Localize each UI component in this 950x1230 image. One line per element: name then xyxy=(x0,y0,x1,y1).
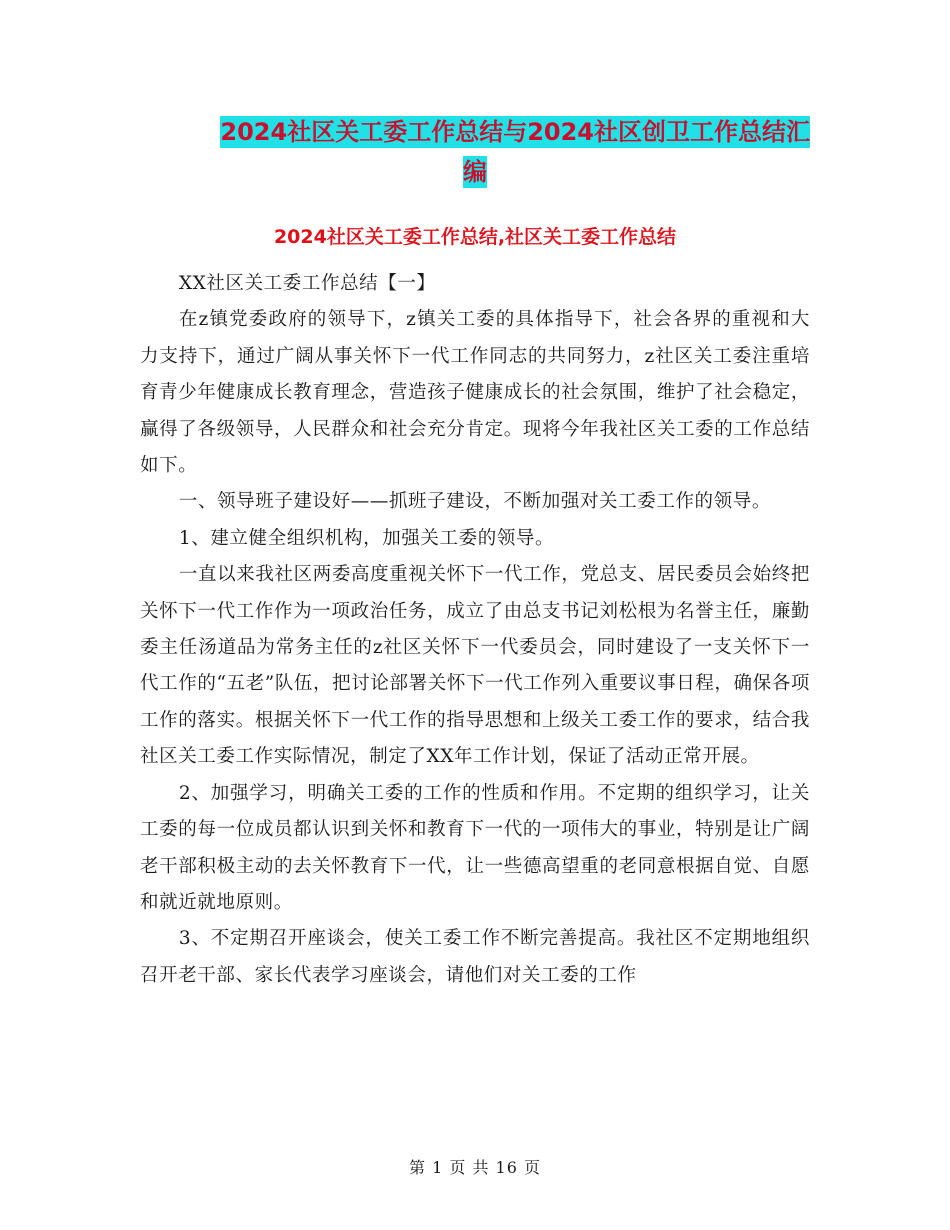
paragraph: XX社区关工委工作总结【一】 xyxy=(178,273,436,294)
paragraph: 一、领导班子建设好——抓班子建设，不断加强对关工委工作的领导。 xyxy=(178,491,771,513)
document-title xyxy=(140,112,810,192)
paragraph: 2、加强学习，明确关工委的工作的性质和作用。不定期的组织学习，让关工委的每一位成员都认识到关怀和教育下一代的一项伟大的事业，特别是让广阔老干部积极主动的去关怀教育下一代，让一些德高望重的老同意根据自觉、自愿和就近就地原则。 xyxy=(140,782,810,913)
title-line-2: 编 xyxy=(463,158,487,186)
paragraph: 在z镇党委政府的领导下，z镇关工委的具体指导下，社会各界的重视和大力支持下，通过广阔从事关怀下一代工作同志的共同努力，z社区关工委注重培育青少年健康成长教育理念，营造孩子健康成长的社会氛围，维护了社会稳定，赢得了各级领导，人民群众和社会充分肯定。现将今年我社区关工委的工作总结如下。 xyxy=(140,309,810,477)
paragraph: 1、建立健全组织机构，加强关工委的领导。 xyxy=(178,527,555,549)
paragraph: 3、不定期召开座谈会，使关工委工作不断完善提高。我社区不定期地组织召开老干部、家长代表学习座谈会，请他们对关工委的工作 xyxy=(140,928,810,986)
title-line-1: 2024社区关工委工作总结与2024社区创卫工作总结汇 xyxy=(220,118,810,146)
page-number-footer: 第 1 页 共 16 页 xyxy=(409,1158,541,1177)
body-text xyxy=(140,266,810,994)
paragraph: 一直以来我社区两委高度重视关怀下一代工作，党总支、居民委员会始终把关怀下一代工作作为一项政治任务，成立了由总支书记刘松根为名誉主任，廉勤委主任汤道品为常务主任的z社区关怀下一代委员会，同时建设了一支关怀下一代工作的“五老”队伍，把讨论部署关怀下一代工作列入重要议事日程，确保各项工作的落实。根据关怀下一代工作的指导思想和上级关工委工作的要求，结合我社区关工委工作实际情况，制定了XX年工作计划，保证了活动正常开展。 xyxy=(140,564,810,768)
section-subtitle: 2024社区关工委工作总结,社区关工委工作总结 xyxy=(273,226,677,248)
